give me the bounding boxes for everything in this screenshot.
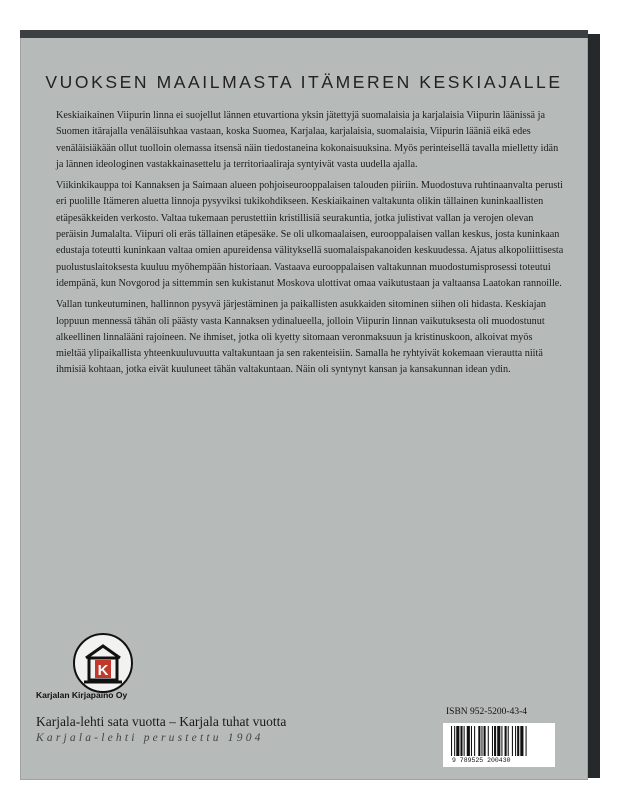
series-subtitle: Karjala-lehti perustettu 1904: [36, 732, 264, 744]
blurb-paragraph-3: Vallan tunkeutuminen, hallinnon pysyvä järjestäminen ja paikallisten asukkaiden sitominen siihen oli hidasta. Keskiajan loppuun mennessä tähän oli päästy vasta Kannaksen ydinalueella, jolloin Viipurin linnan vaikutuksesta oli muodostunut alkeellinen linnalääni rajoineen. Ne ihmiset, jotka oli kyetty sitomaan veronmaksuun ja kristinuskoon, alkoivat myös mieltää ylipaikallista yhteenkuuluvuutta valtakuntaan ja sen rakenteisiin. Samalla he ryhtyivät kokemaan vierautta niitä ihmisiä kohtaan, jotka eivät kuuluneet tähän valtakuntaan. Näin oli syntynyt kansan ja kansakunnan idean ydin.: [56, 299, 547, 376]
series-title: Karjala-lehti sata vuotta – Karjala tuhat vuotta: [36, 714, 287, 729]
isbn-label: ISBN 952-5200-43-4: [446, 707, 528, 717]
publisher-logo-icon: [72, 632, 134, 694]
publisher-name: Karjalan Kirjapaino Oy: [36, 690, 128, 700]
cover-heading: VUOKSEN MAAILMASTA ITÄMEREN KESKIAJALLE: [45, 72, 563, 92]
blurb-text: [56, 108, 564, 384]
blurb-paragraph-1: Keskiaikainen Viipurin linna ei suojellut lännen etuvartiona yksin jätettyjä suomalaisia ja karjalaisia Viipurin läänissä ja Suomen itärajalla venäläisuhkaa vastaan, koska Suomea, Karjalaa, karjalaisia, suomalaisia, Viipurin lääniä eikä edes venäläisiäkään ollut tuolloin olemassa itsensä näin tiedostaneina kokonaisuuksina. Myös perinteisellä tavalla mielletty idän ja lännen ideologinen vastakkainasettelu ja territoriaaliraja syntyivät vasta uudella ajalla.: [56, 110, 559, 170]
barcode-number: 9 789525 200430: [452, 757, 511, 764]
logo-letter: K: [97, 662, 109, 679]
blurb-paragraph-2: Viikinkikauppa toi Kannaksen ja Saimaan alueen pohjoiseurooppalaisen talouden piiriin. Muodostuva ruhtinaanvalta perusti eri puolille Itämeren aluetta linnoja pysyviksi tukikohdikseen. Keskiaikainen valtakunta olikin tällainen kuninkaallisten etäpesäkkeiden verkosto. Valtaa tukemaan perustettiin kristillisiä seurakuntia, jotka julistivat vallan ja verojen olevan peräisin Jumalalta. Viipuri oli eräs tällainen etäpesäke. Se oli ulkomaalaisen, eurooppalaisen vallan keskus, josta kuninkaan edustaja toteutti kuninkaan valtaa omien apureidensa välityksellä suomalaispakanoiden keskuudessa. Ajatus alkopoliittisesta puolustuslaitoksesta kuuluu myöhempään historiaan. Vastaava eurooppalaisen valtakunnan muodostumisprosessi toteutui idempänä, kun Novgorod ja sittemmin sen kukistanut Moskova ulottivat omaa vaikutustaan ja valtaansa Laatokan rannoille.: [56, 180, 564, 289]
cover-top-band: [20, 30, 588, 38]
